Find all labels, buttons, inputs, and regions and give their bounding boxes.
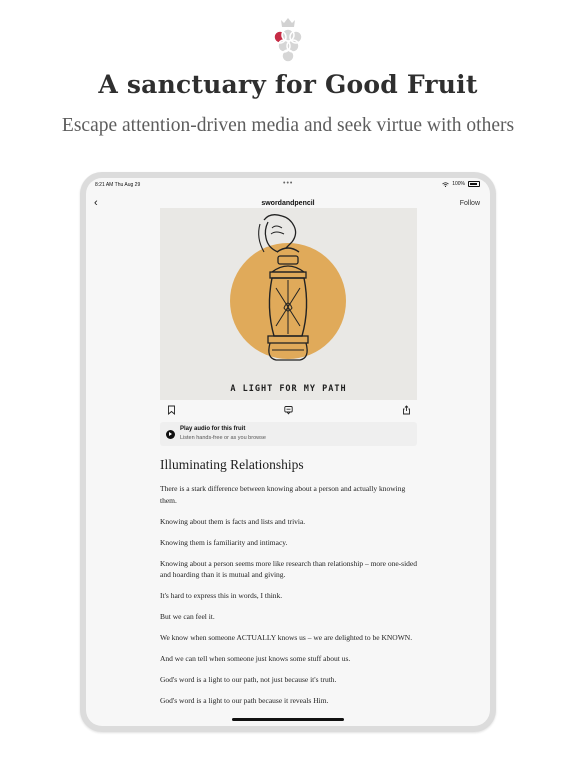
article-paragraph: And we can tell when someone just knows some stuff about us. [160,654,351,663]
article-title: Illuminating Relationships [160,457,304,472]
tablet-frame [80,172,496,732]
battery-icon [468,181,480,187]
hero-title: A sanctuary for Good Fruit [98,70,478,99]
play-icon [166,430,175,439]
post-artwork [160,208,417,400]
status-right [442,181,480,187]
audio-subtitle: Listen hands-free or as you browse [180,435,266,441]
article-paragraph: Knowing about them is facts and lists and trivia. [160,516,306,526]
app-screen [86,178,490,726]
bookmark-icon[interactable] [167,405,176,415]
article-paragraph: We know when someone ACTUALLY knows us – we are delighted to be KNOWN. [160,633,413,642]
article-paragraph: There is a stark difference between knowing about a person and actually knowing them. [160,484,406,505]
share-icon[interactable] [402,405,411,415]
nav-title: swordandpencil [261,200,315,207]
follow-button[interactable]: Follow [459,200,480,207]
article-paragraph: God's word is a light to our path, not just because it's truth. [160,675,337,684]
wifi-icon [442,182,449,187]
post-actions [160,402,417,418]
artwork-caption: A LIGHT FOR MY PATH [230,384,347,394]
grape-logo-icon [266,14,310,64]
article-paragraph: Knowing them is familiarity and intimacy. [160,537,288,547]
home-indicator[interactable] [232,718,344,721]
audio-title: Play audio for this fruit [180,426,246,432]
article-paragraph: God's word is a light to our path because it reveals Him. [160,696,329,705]
lantern-illustration [160,208,417,400]
multitask-dots-icon[interactable]: ••• [283,180,294,187]
comment-icon[interactable] [284,405,293,415]
article-paragraph: Knowing about a person seems more like research than relationship – more one-sided and hoarding than it is mutual and giving. [160,558,418,579]
status-bar [86,178,490,192]
article-body [160,457,422,716]
battery-percent: 100% [452,181,465,187]
article-paragraph: But we can feel it. [160,612,215,621]
status-time: 8:21 AM Thu Aug 29 [95,182,141,188]
back-chevron-icon[interactable]: ‹ [94,197,98,209]
play-audio-button[interactable] [160,422,417,446]
hero-subtitle: Escape attention-driven media and seek virtue with others [61,115,515,136]
article-paragraph: It's hard to express this in words, I think. [160,591,283,600]
